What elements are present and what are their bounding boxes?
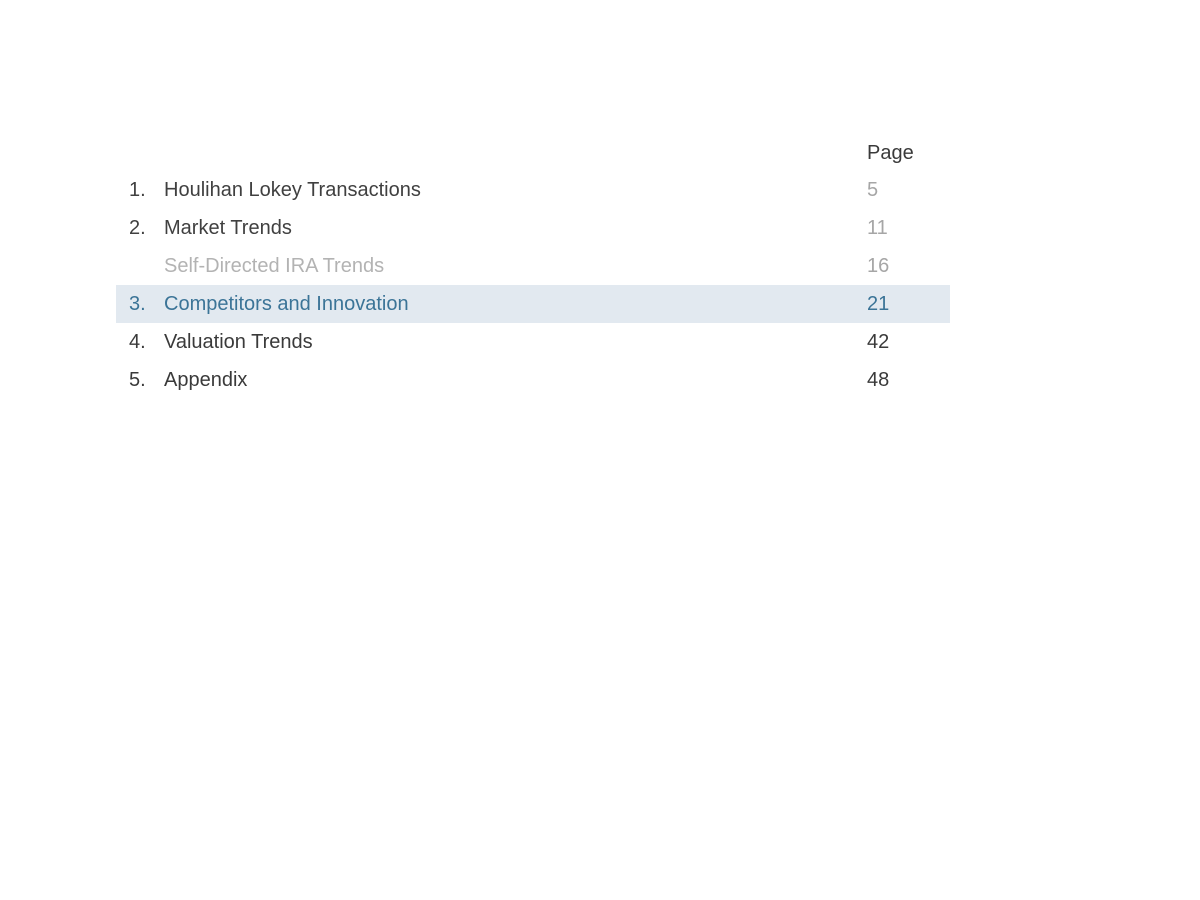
toc-item-number: 2. [129,217,146,239]
toc-item-competitors-and-innovation-current [116,285,950,323]
toc-item-valuation-trends [116,323,950,361]
toc-item-number: 5. [129,369,146,391]
toc-item-title: Houlihan Lokey Transactions [164,179,421,201]
toc-item-title: Market Trends [164,217,292,239]
toc-subitem-self-directed-ira-trends [116,247,950,285]
toc-item-number: 4. [129,331,146,353]
toc-item-number: 1. [129,179,146,201]
toc-item-title: Valuation Trends [164,331,313,353]
toc-item-page: 16 [867,255,890,277]
toc-item-title: Appendix [164,369,248,391]
toc-header [116,133,950,171]
toc-item-appendix [116,361,950,399]
page-column-heading: Page [867,142,914,164]
toc-item-page: 11 [867,217,888,239]
toc-item-page: 5 [867,179,879,201]
toc-item-page: 42 [867,331,890,353]
toc-item-houlihan-lokey-transactions [116,171,950,209]
toc-item-market-trends [116,209,950,247]
toc-item-number: 3. [129,293,146,315]
toc-item-page: 48 [867,369,890,391]
table-of-contents [116,133,950,399]
toc-item-page: 21 [867,293,890,315]
toc-item-title: Competitors and Innovation [164,293,409,315]
toc-item-title: Self-Directed IRA Trends [164,255,385,277]
